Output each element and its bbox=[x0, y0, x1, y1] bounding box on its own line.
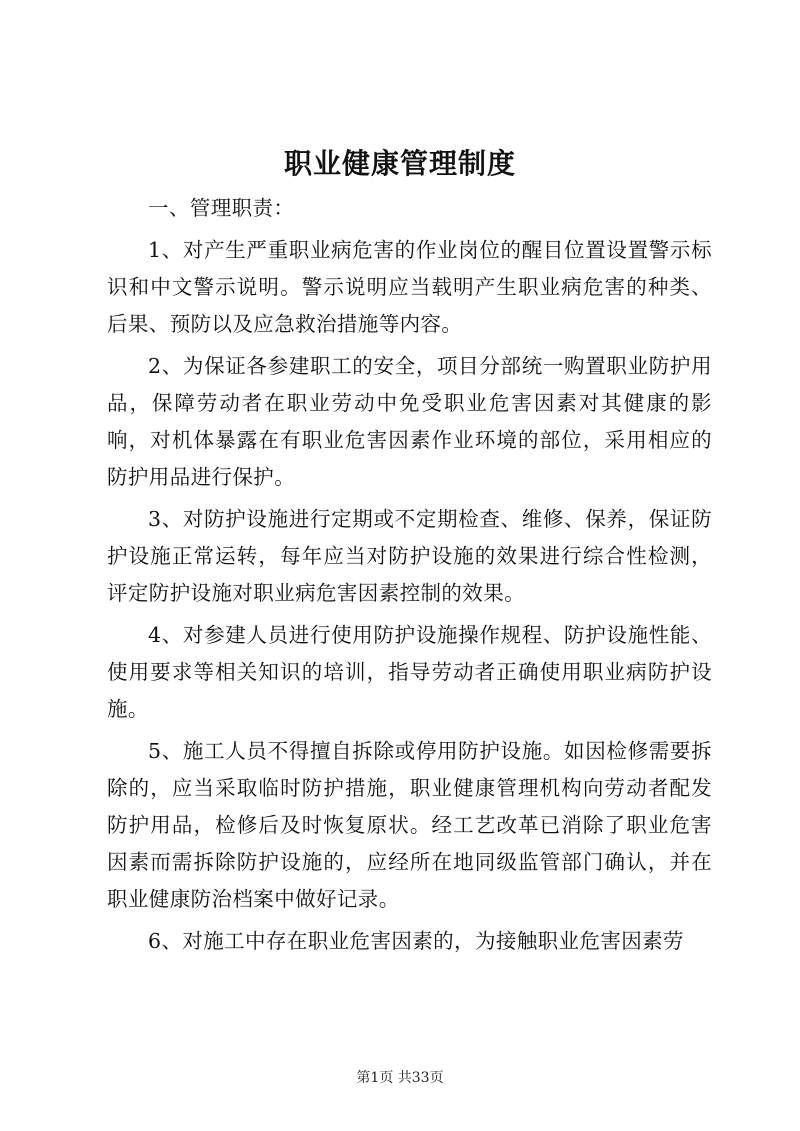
section-heading: 一、管理职责： bbox=[148, 196, 295, 220]
paragraph-6: 6、对施工中存在职业危害因素的，为接触职业危害因素劳 bbox=[148, 929, 684, 953]
page-title: 职业健康管理制度 bbox=[283, 147, 516, 180]
paragraph-1: 1、对产生严重职业病危害的作业岗位的醒目位置设置警示标识和中文警示说明。警示说明应当载明产生职业病危害的种类、后果、预防以及应急救治措施等内容。 bbox=[107, 238, 712, 336]
document-body bbox=[107, 190, 712, 960]
page-footer: 第1页 共33页 bbox=[356, 1070, 444, 1086]
paragraph-2: 2、为保证各参建职工的安全，项目分部统一购置职业防护用品，保障劳动者在职业劳动中免受职业危害因素对其健康的影响，对机体暴露在有职业危害因素作业环境的部位，采用相应的防护用品进行保护。 bbox=[107, 354, 712, 489]
paragraph-5: 5、施工人员不得擅自拆除或停用防护设施。如因检修需要拆除的，应当采取临时防护措施，职业健康管理机构向劳动者配发防护用品，检修后及时恢复原状。经工艺改革已消除了职业危害因素而需拆除防护设施的，应经所在地同级监管部门确认，并在职业健康防治档案中做好记录。 bbox=[107, 739, 712, 911]
paragraph-3: 3、对防护设施进行定期或不定期检查、维修、保养，保证防护设施正常运转，每年应当对防护设施的效果进行综合性检测，评定防护设施对职业病危害因素控制的效果。 bbox=[107, 507, 712, 605]
paragraph-4: 4、对参建人员进行使用防护设施操作规程、防护设施性能、使用要求等相关知识的培训，指导劳动者正确使用职业病防护设施。 bbox=[107, 623, 712, 721]
